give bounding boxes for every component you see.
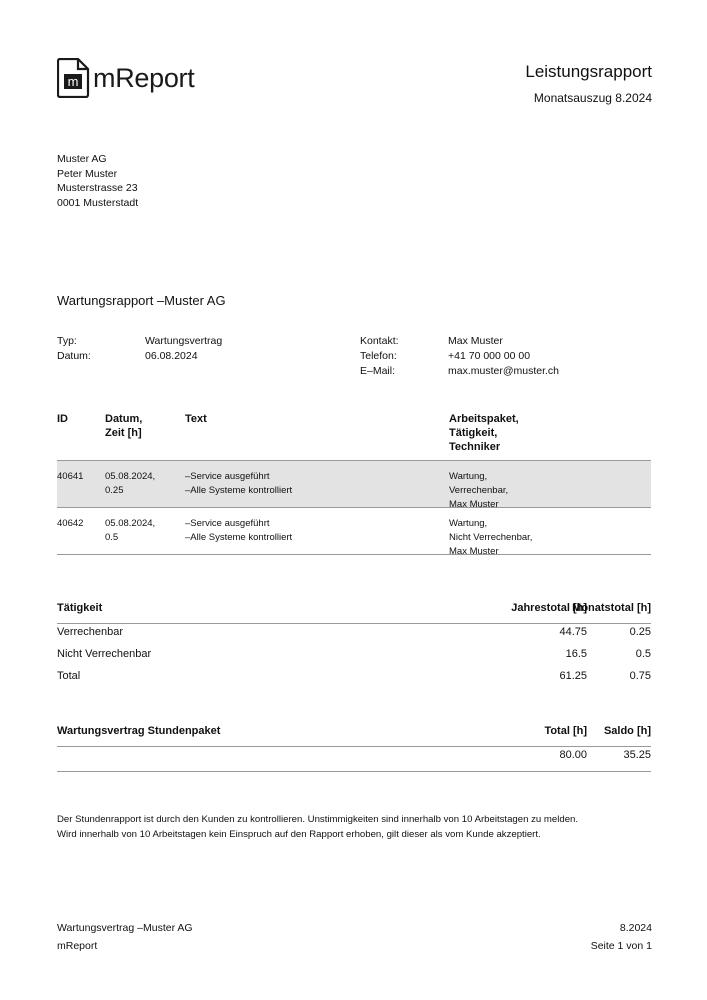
summary-label: Nicht Verrechenbar: [57, 648, 152, 660]
cell-date-line2: 0.25: [105, 485, 124, 496]
cell-date: [105, 517, 185, 545]
meta-column-right: [360, 334, 650, 379]
meta-row-email: [360, 364, 650, 379]
column-header-date-line2: Zeit [h]: [105, 427, 142, 439]
items-table: [57, 412, 651, 555]
cell-package-line2: Verrechenbar,: [449, 485, 509, 496]
package-row: [57, 747, 651, 772]
document-title: Leistungsrapport: [525, 62, 652, 81]
meta-row-typ: [57, 334, 357, 349]
cell-text-line2: –Alle Systeme kontrolliert: [185, 532, 293, 543]
summary-header-month-total: Monatstotal [h]: [572, 602, 651, 614]
cell-date-line1: 05.08.2024,: [105, 518, 156, 529]
cell-package-line3: Max Muster: [449, 499, 499, 510]
column-header-package-line2: Tätigkeit,: [449, 427, 498, 439]
column-header-date: [105, 412, 185, 440]
package-balance: 35.25: [623, 749, 651, 761]
cell-package-line2: Nicht Verrechenbar,: [449, 532, 533, 543]
report-heading: Wartungsrapport –Muster AG: [57, 293, 226, 308]
cell-id: 40641: [57, 471, 84, 482]
summary-year-total: 44.75: [559, 626, 587, 638]
meta-label-email: E–Mail:: [360, 365, 396, 377]
footer-right-period: 8.2024: [619, 922, 652, 934]
package-table: [57, 723, 651, 772]
summary-label: Total: [57, 670, 81, 682]
column-header-package-line3: Techniker: [449, 441, 501, 453]
summary-month-total: 0.25: [629, 626, 651, 638]
meta-value-telefon: +41 70 000 00 00: [448, 350, 531, 362]
package-header-label: Wartungsvertrag Stundenpaket: [57, 725, 221, 737]
address-line-2: Peter Muster: [57, 167, 118, 180]
summary-year-total: 61.25: [559, 670, 587, 682]
column-header-text: Text: [185, 413, 207, 425]
summary-month-total: 0.5: [635, 648, 651, 660]
address-line-4: 0001 Musterstadt: [57, 196, 139, 209]
cell-id: 40642: [57, 518, 84, 529]
document-m-icon: [57, 58, 91, 98]
meta-row-datum: [57, 349, 357, 364]
summary-header-label: Tätigkeit: [57, 602, 103, 614]
column-header-package: [449, 412, 649, 454]
svg-text:m: m: [67, 74, 79, 89]
package-table-header: [57, 723, 651, 747]
cell-text-line1: –Service ausgeführt: [185, 471, 270, 482]
document-subtitle: Monatsauszug 8.2024: [533, 91, 652, 105]
summary-header-year-total: Jahrestotal [h]: [511, 602, 587, 614]
footer-left-secondary: mReport: [57, 940, 98, 952]
summary-row-total: [57, 668, 651, 690]
legal-note-line1: Der Stundenrapport ist durch den Kunden zu kontrollieren. Unstimmigkeiten sind innerhalb von 10 Arbeitstagen zu melden.: [57, 814, 579, 825]
meta-value-typ: Wartungsvertrag: [145, 335, 223, 347]
cell-date-line1: 05.08.2024,: [105, 471, 156, 482]
cell-package: [449, 470, 649, 512]
package-header-balance: Saldo [h]: [603, 725, 651, 737]
summary-table: [57, 600, 651, 690]
summary-row-non-billable: [57, 646, 651, 668]
meta-column-left: [57, 334, 357, 364]
brand-name: mReport: [93, 62, 195, 93]
summary-label: Verrechenbar: [57, 626, 124, 638]
cell-package-line3: Max Muster: [449, 546, 499, 557]
meta-value-email: max.muster@muster.ch: [448, 365, 560, 377]
legal-note: [57, 812, 653, 842]
cell-date: [105, 470, 185, 498]
meta-value-kontakt: Max Muster: [448, 335, 503, 347]
meta-label-kontakt: Kontakt:: [360, 335, 399, 347]
summary-month-total: 0.75: [629, 670, 651, 682]
address-line-1: Muster AG: [57, 153, 107, 165]
cell-text-line1: –Service ausgeführt: [185, 518, 270, 529]
package-header-total: Total [h]: [544, 725, 587, 737]
table-row: [57, 460, 651, 510]
meta-label-telefon: Telefon:: [360, 350, 397, 362]
brand-logo: [57, 58, 194, 98]
footer-left-primary: Wartungsvertrag –Muster AG: [57, 922, 193, 934]
document-header: [57, 58, 652, 118]
table-row: [57, 507, 651, 555]
cell-package-line1: Wartung,: [449, 518, 488, 529]
column-header-date-line1: Datum,: [105, 413, 143, 425]
column-header-package-line1: Arbeitspaket,: [449, 413, 519, 425]
package-total: 80.00: [559, 749, 587, 761]
meta-row-telefon: [360, 349, 650, 364]
meta-value-datum: 06.08.2024: [145, 350, 198, 362]
column-header-id: ID: [57, 413, 68, 425]
cell-text: [185, 470, 445, 498]
cell-package-line1: Wartung,: [449, 471, 488, 482]
cell-date-line2: 0.5: [105, 532, 119, 543]
cell-text: [185, 517, 445, 545]
cell-text-line2: –Alle Systeme kontrolliert: [185, 485, 293, 496]
summary-table-header: [57, 600, 651, 624]
meta-label-datum: Datum:: [57, 350, 91, 362]
cell-package: [449, 517, 649, 559]
summary-row-billable: [57, 624, 651, 646]
items-table-header: [57, 412, 651, 460]
summary-year-total: 16.5: [565, 648, 587, 660]
legal-note-line2: Wird innerhalb von 10 Arbeitstagen kein Einspruch auf den Rapport erhoben, gilt dieser als vom Kunde akzeptiert.: [57, 829, 541, 840]
meta-row-kontakt: [360, 334, 650, 349]
footer-page-number: Seite 1 von 1: [590, 940, 652, 952]
address-line-3: Musterstrasse 23: [57, 182, 138, 194]
meta-label-typ: Typ:: [57, 335, 77, 347]
recipient-address: [57, 152, 138, 210]
